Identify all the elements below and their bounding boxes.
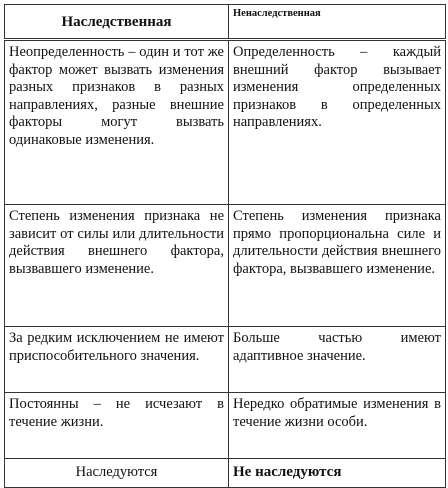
cell-hereditary: За редким исключением не имеют приспособительного значения. [5,327,229,393]
cell-hereditary: Неопределенность – один и тот же фактор может вызвать изменения разных признаков в разных направлениях, разные внешние факторы могут вызвать одинаковые изменения. [5,40,229,205]
header-nonhereditary: Ненаследственная [229,5,446,40]
comparison-table [4,4,446,488]
cell-hereditary: Постоянны – не исчезают в течение жизни. [5,393,229,459]
cell-nonhereditary: Определенность – каждый внешний фактор вызывает изменения определенных признаков в определенных направлениях. [229,40,446,205]
table-row [5,459,446,488]
header-hereditary: Наследственная [5,5,229,40]
cell-nonhereditary: Степень изменения признака прямо пропорциональна силе и длительности действия внешнего фактора, вызвавшего изменение. [229,205,446,327]
table-row [5,40,446,205]
cell-nonhereditary: Не наследуются [229,459,446,488]
cell-hereditary: Степень изменения признака не зависит от силы или длительности действия внешнего фактора, вызвавшего изменение. [5,205,229,327]
table-row [5,327,446,393]
cell-nonhereditary: Нередко обратимые изменения в течение жизни особи. [229,393,446,459]
table-row [5,393,446,459]
cell-hereditary: Наследуются [5,459,229,488]
header-row [5,5,446,40]
cell-nonhereditary: Больше частью имеют адаптивное значение. [229,327,446,393]
table-row [5,205,446,327]
